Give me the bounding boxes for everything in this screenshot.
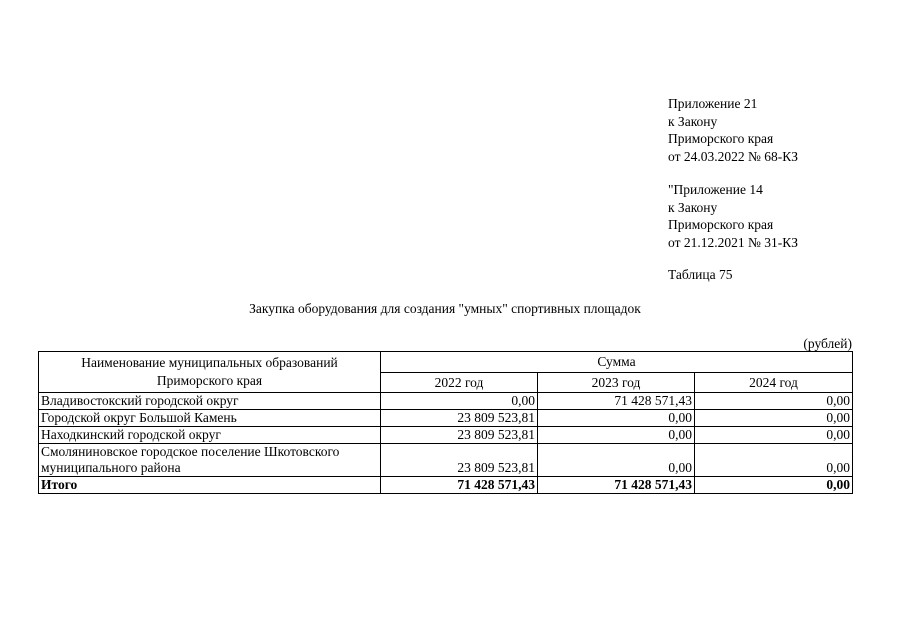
appendix-line: от 21.12.2021 № 31-КЗ (668, 234, 798, 250)
appendix-line: Приморского края (668, 131, 774, 146)
amount-cell: 0,00 (695, 444, 853, 477)
total-amount: 71 428 571,43 (381, 477, 538, 494)
appendix-line: от 24.03.2022 № 68-КЗ (668, 148, 798, 164)
amount-cell: 0,00 (695, 410, 853, 427)
original-appendix-header (668, 181, 798, 251)
units-label: (рублей) (803, 336, 852, 351)
amount-cell: 23 809 523,81 (381, 427, 538, 444)
amount-cell: 23 809 523,81 (381, 410, 538, 427)
table-row (39, 427, 853, 444)
table-row (39, 444, 853, 477)
year-header: 2023 год (538, 373, 695, 393)
total-label: Итого (39, 477, 381, 494)
appendix-line: к Закону (668, 199, 718, 215)
amount-cell: 23 809 523,81 (381, 444, 538, 477)
table-number: Таблица 75 (668, 267, 733, 282)
appendix-line: Приморского края (668, 217, 774, 232)
name-column-header: Наименование муниципальных образований Приморского края (39, 352, 381, 393)
appendix-header (668, 95, 798, 165)
amount-cell: 0,00 (538, 427, 695, 444)
allocation-table (38, 351, 853, 494)
municipality-name: Находкинский городской округ (39, 427, 381, 444)
table-row (39, 393, 853, 410)
year-header: 2024 год (695, 373, 853, 393)
total-amount: 0,00 (695, 477, 853, 494)
municipality-name: Смоляниновское городское поселение Шкотовского муниципального района (39, 444, 381, 477)
amount-cell: 71 428 571,43 (538, 393, 695, 410)
table-row (39, 410, 853, 427)
amount-cell: 0,00 (538, 410, 695, 427)
year-header: 2022 год (381, 373, 538, 393)
total-row (39, 477, 853, 494)
sum-column-header: Сумма (381, 352, 853, 373)
amount-cell: 0,00 (381, 393, 538, 410)
appendix-line: Приложение 21 (668, 96, 758, 111)
table-header-row (39, 352, 853, 373)
amount-cell: 0,00 (538, 444, 695, 477)
municipality-name: Городской округ Большой Камень (39, 410, 381, 427)
municipality-name: Владивостокский городской округ (39, 393, 381, 410)
document-title: Закупка оборудования для создания "умных" спортивных площадок (249, 301, 641, 316)
amount-cell: 0,00 (695, 393, 853, 410)
total-amount: 71 428 571,43 (538, 477, 695, 494)
amount-cell: 0,00 (695, 427, 853, 444)
appendix-line: к Закону (668, 113, 718, 129)
appendix-line: "Приложение 14 (668, 182, 763, 197)
